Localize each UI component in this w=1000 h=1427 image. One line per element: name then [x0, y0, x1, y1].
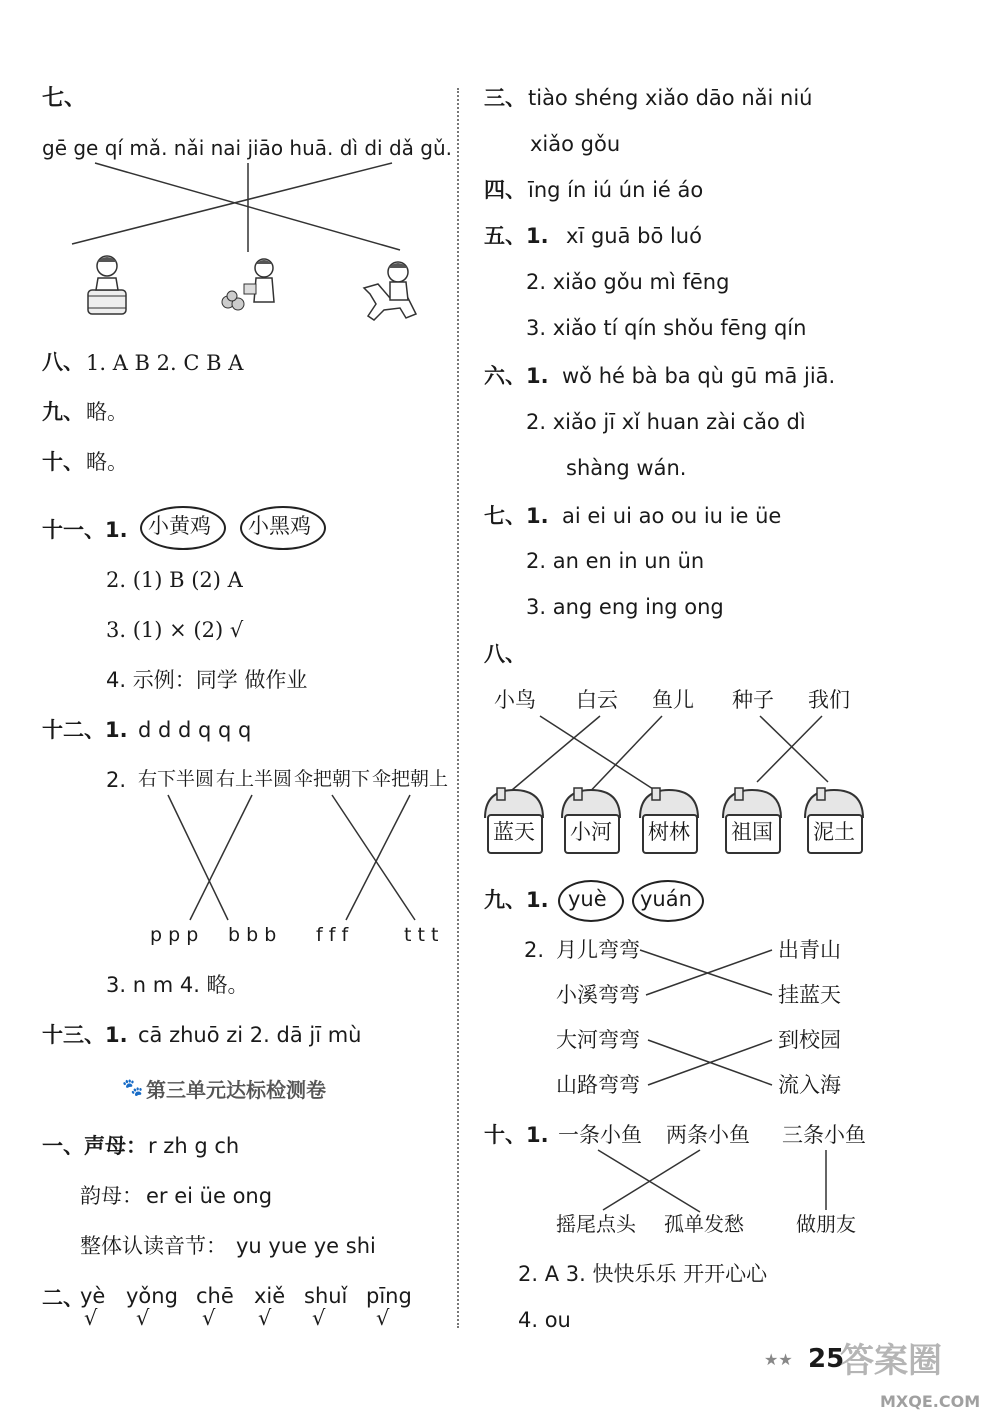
- r-q10-top-3: 三条小鱼: [782, 1123, 866, 1147]
- r-q4-text: īng ín iú ún ié áo: [528, 178, 704, 202]
- q11-label: 十一、1.: [42, 518, 128, 542]
- r-q3-line-1: tiào shéng xiǎo dāo nǎi niú: [528, 86, 813, 110]
- q12-top-4: 伞把朝上: [372, 768, 449, 790]
- q12-line-2-num: 2.: [106, 768, 127, 792]
- r-q6-line-3: shàng wán.: [566, 456, 687, 480]
- unit-title: 第三单元达标检测卷: [146, 1078, 326, 1102]
- horse-riding-child-picture: [360, 258, 432, 324]
- r-q5-line-2: 2. xiǎo gǒu mì fēng: [526, 270, 730, 294]
- q12-bottom-4: t t t: [404, 924, 439, 946]
- house-3: [638, 786, 700, 856]
- q10-text: 略。: [86, 450, 128, 474]
- q12-line-2: [190, 795, 252, 920]
- r-q7-line-2: 2. an en in un ün: [526, 549, 705, 573]
- r-q6-label: 六、1.: [484, 364, 549, 388]
- q12-line-1: [168, 795, 228, 920]
- drum-child-picture: [80, 252, 134, 318]
- q7-pinyin: gē ge qí mǎ. nǎi nai jiāo huā. dì di dǎ gǔ.: [42, 136, 453, 160]
- s2-item-6: pīng: [366, 1284, 412, 1308]
- q11-circled-2: 小黑鸡: [248, 514, 311, 538]
- q12-line-3: 3. n m 4. 略。: [106, 973, 249, 997]
- q12-label: 十二、1.: [42, 718, 128, 742]
- s2-check-3: √: [202, 1306, 216, 1330]
- house-4: [721, 786, 783, 856]
- r-q9-left-4: 山路弯弯: [556, 1073, 640, 1097]
- s2-label: 二、: [42, 1286, 84, 1310]
- r-q9-left-2: 小溪弯弯: [556, 983, 640, 1007]
- r-q8-top-4: 种子: [732, 688, 774, 712]
- q9-text: 略。: [86, 400, 128, 424]
- q11-circled-1: 小黄鸡: [148, 514, 211, 538]
- r-q9-right-1: 出青山: [778, 938, 841, 962]
- r-q4-label: 四、: [484, 178, 526, 202]
- house-4-label: 祖国: [731, 820, 773, 844]
- r-q7-line-1: ai ei ui ao ou iu ie üe: [562, 504, 782, 528]
- r-q9-right-3: 到校园: [778, 1028, 841, 1052]
- r-q3-label: 三、: [484, 86, 526, 110]
- s2-check-6: √: [376, 1306, 390, 1330]
- q10-label: 十、: [42, 450, 84, 474]
- house-1-label: 蓝天: [493, 820, 535, 844]
- r-q10-bottom-1: 摇尾点头: [556, 1212, 636, 1236]
- r-q7-label: 七、1.: [484, 504, 549, 528]
- r-q8-top-2: 白云: [576, 688, 618, 712]
- house-5: [803, 786, 865, 856]
- house-1: [483, 786, 545, 856]
- q9-label: 九、: [42, 400, 84, 424]
- s1-zhengti-label: 整体认读音节：: [80, 1234, 227, 1258]
- r-q9-label: 九、1.: [484, 888, 549, 912]
- r-q8-label: 八、: [484, 642, 526, 666]
- house-2: [560, 786, 622, 856]
- r-q10-bottom-2: 孤单发愁: [664, 1212, 744, 1236]
- q7-line-1: [72, 163, 392, 244]
- q12-line-4: [346, 795, 410, 920]
- q10-line-2: [603, 1150, 700, 1210]
- q13-text: cā zhuō zi 2. dā jī mù: [138, 1023, 362, 1047]
- s1-zhengti: yu yue ye shi: [236, 1234, 376, 1258]
- house-2-label: 小河: [570, 820, 612, 844]
- q11-line-3: 3. (1) × (2) √: [106, 618, 244, 642]
- s1-yunmu-label: 韵母：: [80, 1184, 143, 1208]
- r-q5-line-1: xī guā bō luó: [566, 224, 702, 248]
- s2-check-1: √: [84, 1306, 98, 1330]
- s2-item-5: shuǐ: [304, 1284, 348, 1308]
- q7-label: 七、: [42, 86, 87, 111]
- watermark-url: MXQE.COM: [880, 1392, 981, 1411]
- q12-bottom-2: b b b: [228, 924, 277, 946]
- q12-line-3: [332, 795, 415, 920]
- page-number: 25: [808, 1344, 845, 1374]
- r-q9-right-2: 挂蓝天: [778, 983, 841, 1007]
- paw-icon: 🐾: [122, 1078, 144, 1098]
- q12-bottom-3: f f f: [316, 924, 349, 946]
- q12-top-2: 右上半圆: [216, 768, 293, 790]
- watermark-text: 答案圈: [840, 1341, 942, 1381]
- r-q9-right-4: 流入海: [778, 1073, 841, 1097]
- r-q9-left-3: 大河弯弯: [556, 1028, 640, 1052]
- s2-item-3: chē: [196, 1284, 234, 1308]
- r-q10-top-2: 两条小鱼: [666, 1123, 750, 1147]
- s1-label: 一、声母：: [42, 1134, 147, 1158]
- q12-line-1: d d d q q q: [138, 718, 252, 742]
- r-q9-num-2: 2.: [524, 938, 545, 962]
- r-q10-top-1: 一条小鱼: [558, 1123, 642, 1147]
- r-q3-line-2: xiǎo gǒu: [530, 132, 621, 156]
- r-q10-line-4: 4. ou: [518, 1308, 571, 1332]
- q11-line-4: 4. 示例：同学 做作业: [106, 668, 308, 692]
- r-q8-top-3: 鱼儿: [652, 688, 694, 712]
- house-3-label: 树林: [648, 820, 690, 844]
- s2-check-4: √: [258, 1306, 272, 1330]
- r-q5-line-3: 3. xiǎo tí qín shǒu fēng qín: [526, 316, 807, 340]
- s1-shengmu: r zh g ch: [148, 1134, 240, 1158]
- r-q10-line-2: 2. A 3. 快快乐乐 开开心心: [518, 1262, 768, 1286]
- r-q6-line-2: 2. xiǎo jī xǐ huan zài cǎo dì: [526, 410, 806, 434]
- r-q9-circled-2: yuán: [640, 887, 692, 911]
- q13-label: 十三、1.: [42, 1023, 128, 1047]
- q11-line-2: 2. (1) B (2) A: [106, 568, 243, 592]
- stars-icon: ★★: [764, 1350, 793, 1369]
- watering-child-picture: [218, 256, 282, 314]
- s2-item-2: yǒng: [126, 1284, 178, 1308]
- r-q8-top-1: 小鸟: [494, 688, 536, 712]
- r-q7-line-3: 3. ang eng ing ong: [526, 595, 724, 619]
- r-q9-left-1: 月儿弯弯: [556, 938, 640, 962]
- r-q5-label: 五、1.: [484, 224, 549, 248]
- q8-line-4: [760, 716, 828, 782]
- q12-top-1: 右下半圆: [138, 768, 215, 790]
- q8-text: 1. A B 2. C B A: [86, 351, 244, 375]
- q8-label: 八、: [42, 350, 84, 374]
- house-5-label: 泥土: [813, 820, 855, 844]
- q8-line-5: [757, 716, 822, 782]
- r-q8-top-5: 我们: [808, 688, 850, 712]
- s2-item-1: yè: [80, 1284, 106, 1308]
- s2-check-5: √: [312, 1306, 326, 1330]
- s1-yunmu: er ei üe ong: [146, 1184, 273, 1208]
- r-q10-bottom-3: 做朋友: [796, 1212, 856, 1236]
- r-q10-label: 十、1.: [484, 1123, 549, 1147]
- s2-check-2: √: [136, 1306, 150, 1330]
- r-q9-circled-1: yuè: [568, 887, 607, 911]
- r-q6-line-1: wǒ hé bà ba qù gū mā jiā.: [562, 364, 836, 388]
- q12-top-3: 伞把朝下: [294, 768, 371, 790]
- s2-item-4: xiě: [254, 1284, 286, 1308]
- q12-bottom-1: p p p: [150, 924, 199, 946]
